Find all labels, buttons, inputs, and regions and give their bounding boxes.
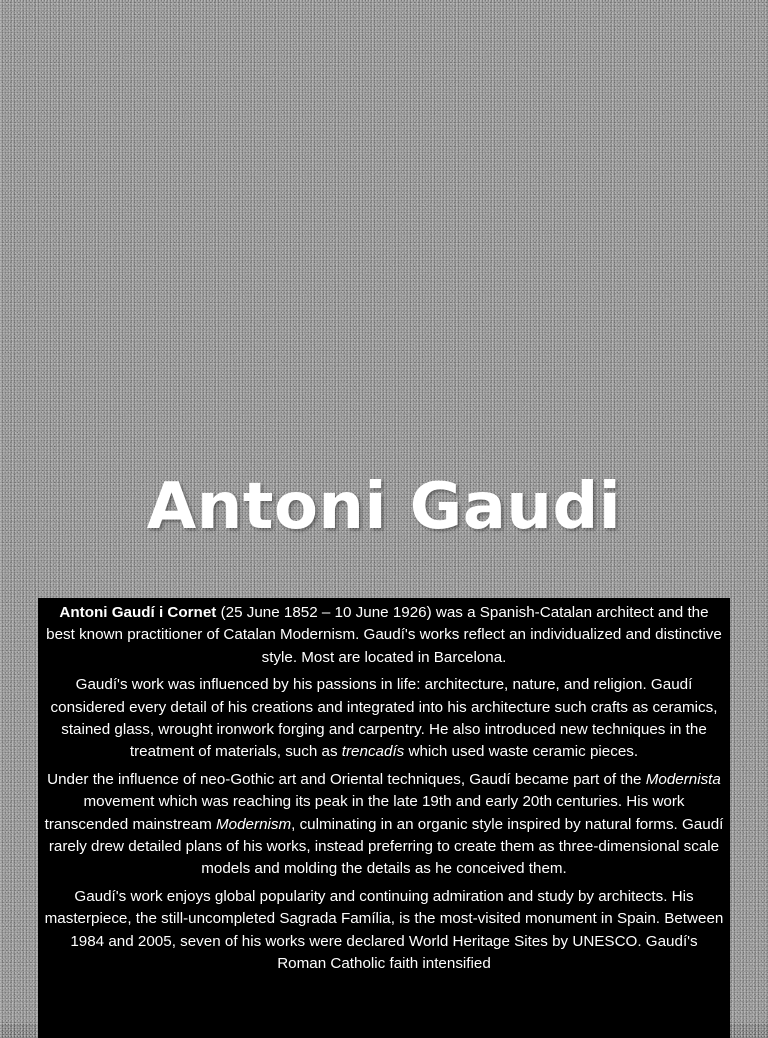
- paragraph-influences: Gaudí's work was influenced by his passions in life: architecture, nature, and religion. Gaudí considered every detail of his creations and integrated into his architecture such crafts as ceramics, stained glass, wrought ironwork forging and carpentry. He also introduced new techniques in the treatment of materials, such as trencadís which used waste ceramic pieces.: [50, 676, 718, 761]
- paragraph-modernisme: Under the influence of neo-Gothic art and Oriental techniques, Gaudí became part of the Modernista movement which was reaching its peak in the late 19th and early 20th centuries. His work transcended mainstream Modernism, culminating in an organic style inspired by natural forms. Gaudí rarely drew detailed plans of his works, instead preferring to create them as three-dimensional scale models and molding the details as he conceived them.: [44, 770, 724, 878]
- term-trencadis: trencadís: [341, 743, 405, 761]
- paragraph-intro: Antoni Gaudí i Cornet (25 June 1852 – 10 June 1926) was a Spanish-Catalan architect and the best known practitioner of Catalan Modernism. Gaudí's works reflect an individualized and distinctive style. Most are located in Barcelona.: [46, 604, 722, 666]
- paragraph-legacy: Gaudí's work enjoys global popularity and continuing admiration and study by architects. His masterpiece, the still-uncompleted Sagrada Família, is the most-visited monument in Spain. Between 1984 and 2005, seven of his works were declared World Heritage Sites by UNESCO. Gaudí's Roman Catholic faith intensified: [44, 887, 724, 973]
- subject-name: Antoni Gaudí i Cornet: [59, 604, 217, 621]
- term-modernism: Modernism: [216, 815, 292, 833]
- term-modernista: Modernista: [645, 770, 721, 788]
- slide-title: Antoni Gaudi: [146, 470, 622, 544]
- biography-text-box: [38, 598, 730, 1038]
